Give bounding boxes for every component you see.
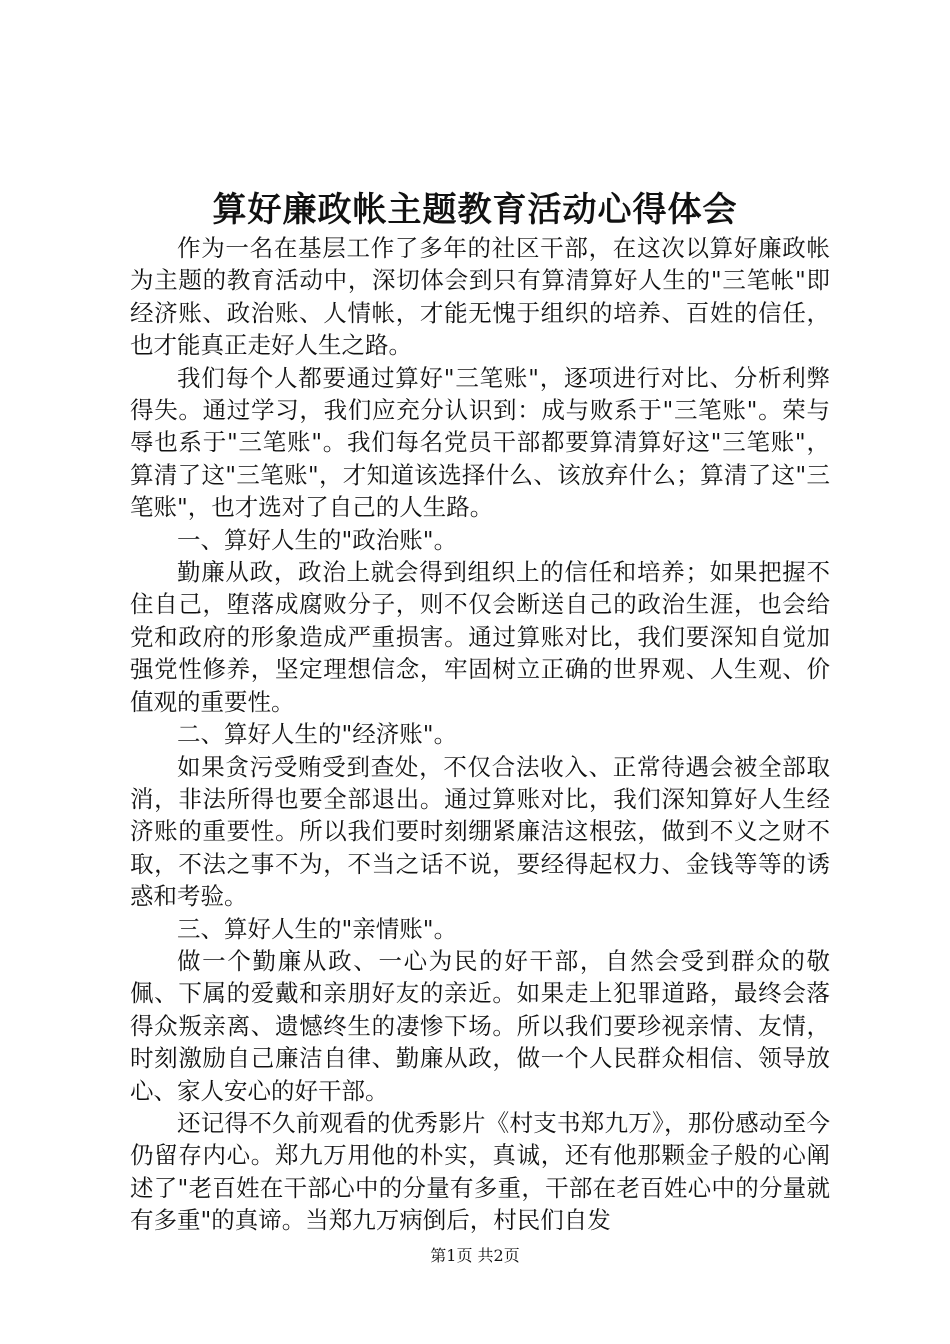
paragraph-family: 做一个勤廉从政、一心为民的好干部，自然会受到群众的敬佩、下属的爱戴和亲朋好友的亲近。如果走上犯罪道路，最终会落得众叛亲离、遗憾终生的凄惨下场。所以我们要珍视亲情、友情，时刻激励自己廉洁自律、勤廉从政，做一个人民群众相信、领导放心、家人安心的好干部。 bbox=[130, 946, 830, 1105]
section-heading-family: 三、算好人生的"亲情账"。 bbox=[177, 914, 458, 943]
paragraph-economic: 如果贪污受贿受到查处，不仅合法收入、正常待遇会被全部取消，非法所得也要全部退出。通过算账对比，我们深知算好人生经济账的重要性。所以我们要时刻绷紧廉洁这根弦，做到不义之财不取，不法之事不为，不当之话不说，要经得起权力、金钱等等的诱惑和考验。 bbox=[130, 752, 830, 911]
section-heading-economic: 二、算好人生的"经济账"。 bbox=[177, 720, 458, 749]
document-title: 算好廉政帐主题教育活动心得体会 bbox=[212, 190, 738, 230]
paragraph-film: 还记得不久前观看的优秀影片《村支书郑九万》，那份感动至今仍留存内心。郑九万用他的朴实，真诚，还有他那颗金子般的心阐述了"老百姓在干部心中的分量有多重，干部在老百姓心中的分量就有多重"的真谛。当郑九万病倒后，村民们自发 bbox=[130, 1108, 830, 1235]
paragraph-three-accounts: 我们每个人都要通过算好"三笔账"，逐项进行对比、分析利弊得失。通过学习，我们应充分认识到：成与败系于"三笔账"。荣与辱也系于"三笔账"。我们每名党员干部都要算清算好这"三笔账"，算清了这"三笔账"，才知道该选择什么、该放弃什么；算清了这"三笔账"，也才选对了自己的人生路。 bbox=[130, 363, 830, 522]
paragraph-intro: 作为一名在基层工作了多年的社区干部，在这次以算好廉政帐为主题的教育活动中，深切体会到只有算清算好人生的"三笔帐"即经济账、政治账、人情帐，才能无愧于组织的培养、百姓的信任，也才能真正走好人生之路。 bbox=[130, 234, 830, 360]
section-heading-political: 一、算好人生的"政治账"。 bbox=[177, 525, 458, 554]
page-number-label: 第1页 共2页 bbox=[430, 1246, 520, 1265]
paragraph-political: 勤廉从政，政治上就会得到组织上的信任和培养；如果把握不住自己，堕落成腐败分子，则不仅会断送自己的政治生涯，也会给党和政府的形象造成严重损害。通过算账对比，我们要深知自觉加强党性修养，坚定理想信念，牢固树立正确的世界观、人生观、价值观的重要性。 bbox=[130, 558, 830, 716]
document-body bbox=[130, 232, 830, 1237]
page-number-footer bbox=[0, 1246, 950, 1266]
